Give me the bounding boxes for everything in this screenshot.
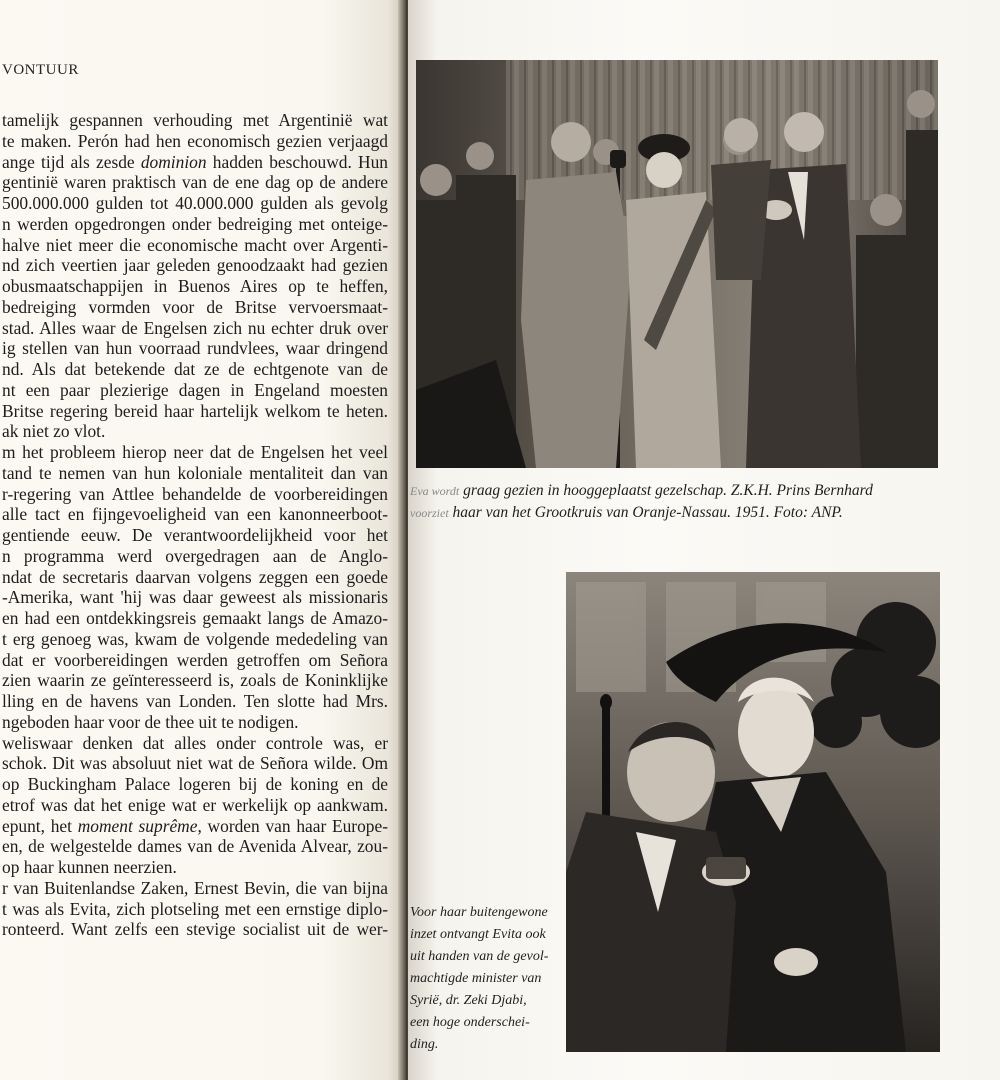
text-line: lling en de havens van Londen. Ten slotte had Mrs. (2, 691, 388, 711)
text-line: nt een paar plezierige dagen in Engeland moesten (2, 379, 388, 400)
italic-term: dominion (140, 151, 207, 172)
text-line: halve niet meer die economische macht over Argenti- (2, 234, 388, 255)
evita-minister-photo (566, 572, 940, 1052)
text-line: ronteerd. Want zelfs een stevige socialist uit de wer- (2, 919, 388, 940)
text-line: gentinië waren praktisch van de ene dag op de andere (2, 172, 388, 193)
caption-text: graag gezien in hooggeplaatst gezelschap. Z.K.H. Prins Bernhard (459, 482, 873, 499)
text-line: r van Buitenlandse Zaken, Ernest Bevin, die van bijna (2, 877, 388, 898)
body-text (2, 110, 388, 940)
text-line: en had een ontdekkingsreis gemaakt langs de Amazo- (2, 608, 388, 628)
text-line: n programma werd overgedragen aan de Anglo- (2, 545, 388, 566)
text-line: t was als Evita, zich plotseling met een ernstige diplo- (2, 898, 388, 919)
text-line: op haar kunnen neerzien. (2, 857, 177, 877)
text-fragment: epunt, het (2, 815, 78, 836)
caption-line: ding. (410, 1037, 439, 1052)
text-line (2, 816, 388, 837)
text-line: tand te nemen van hun koloniale mentaliteit dan van (2, 462, 388, 483)
text-line: stad. Alles waar de Engelsen zich nu echter druk over (2, 317, 388, 338)
text-line: r-regering van Attlee behandelde de voorbereidingen (2, 483, 388, 504)
text-line: schok. Dit was absoluut niet wat de Señora wilde. Om (2, 753, 388, 774)
caption-line: Voor haar buitengewone (410, 905, 548, 920)
text-line: t erg genoeg was, kwam de volgende mededeling van (2, 628, 388, 649)
caption-faint-text: voorziet (410, 506, 449, 520)
text-line: gentiende eeuw. De verantwoordelijkheid voor het (2, 525, 388, 545)
text-line: 500.000.000 gulden tot 40.000.000 gulden als gevolg (2, 193, 388, 213)
italic-term: moment suprême (77, 815, 198, 836)
ceremony-photo-image (416, 60, 938, 468)
text-line: m het probleem hierop neer dat de Engelsen het veel (2, 442, 388, 462)
text-line: etrof was dat het enige wat er werkelijk op aankwam. (2, 794, 388, 815)
text-line: nd. Als dat betekende dat ze de echtgenote van de (2, 359, 388, 379)
evita-minister-caption (410, 902, 560, 1056)
caption-line: inzet ontvangt Evita ook (410, 927, 546, 942)
text-line: ngeboden haar voor de thee uit te nodigen. (2, 711, 299, 732)
text-line: n werden opgedrongen onder bedreiging met onteige- (2, 213, 388, 234)
text-line: tamelijk gespannen verhouding met Argentinië wat (2, 110, 388, 130)
text-line: te maken. Perón had hen economisch gezien verjaagd (2, 130, 388, 151)
ceremony-photo (416, 60, 938, 468)
text-line: Britse regering bereid haar hartelijk welkom te heten. (2, 400, 388, 421)
left-page (0, 0, 404, 1080)
text-line: ndat de secretaris daarvan volgens zeggen een goede (2, 566, 388, 587)
caption-text: haar van het Grootkruis van Oranje-Nassau. 1951. Foto: ANP. (448, 504, 843, 521)
caption-line (410, 480, 895, 502)
text-line: dat er voorbereidingen werden getroffen om Señora (2, 649, 388, 670)
caption-line: een hoge onderschei- (410, 1015, 530, 1030)
ceremony-photo-caption (410, 480, 895, 524)
text-line (2, 152, 388, 173)
text-line: -Amerika, want 'hij was daar geweest als missionaris (2, 587, 388, 608)
caption-line: Syrië, dr. Zeki Djabi, (410, 993, 527, 1008)
text-line: zien waarin ze geïnteresseerd is, zoals de Koninklijke (2, 670, 388, 691)
caption-faint-text: Eva wordt (410, 484, 460, 498)
text-fragment: , worden van haar Europe- (197, 815, 388, 836)
caption-line: machtigde minister van (410, 971, 542, 986)
text-line: nd zich veertien jaar geleden genoodzaakt had gezien (2, 255, 388, 276)
text-fragment: ange tijd als zesde (2, 151, 141, 172)
text-line: obusmaatschappijen in Buenos Aires op te heffen, (2, 276, 388, 296)
text-line: op Buckingham Palace logeren bij de koning en de (2, 774, 388, 794)
running-head: VONTUUR (2, 62, 79, 78)
text-line: ig stellen van hun voorraad rundvlees, waar dringend (2, 338, 388, 359)
text-line: en, de welgestelde dames van de Avenida Alvear, zou- (2, 836, 388, 857)
text-line: alle tact en fijngevoeligheid van een kanonneerboot- (2, 504, 388, 525)
evita-minister-photo-image (566, 572, 940, 1052)
caption-line (410, 502, 895, 524)
text-line: bedreiging vormden voor de Britse vervoersmaat- (2, 296, 388, 317)
text-line: weliswaar denken dat alles onder controle was, er (2, 732, 388, 753)
caption-line: uit handen van de gevol- (410, 949, 549, 964)
text-fragment: hadden beschouwd. Hun (206, 151, 388, 172)
text-line: ak niet zo vlot. (2, 421, 106, 442)
